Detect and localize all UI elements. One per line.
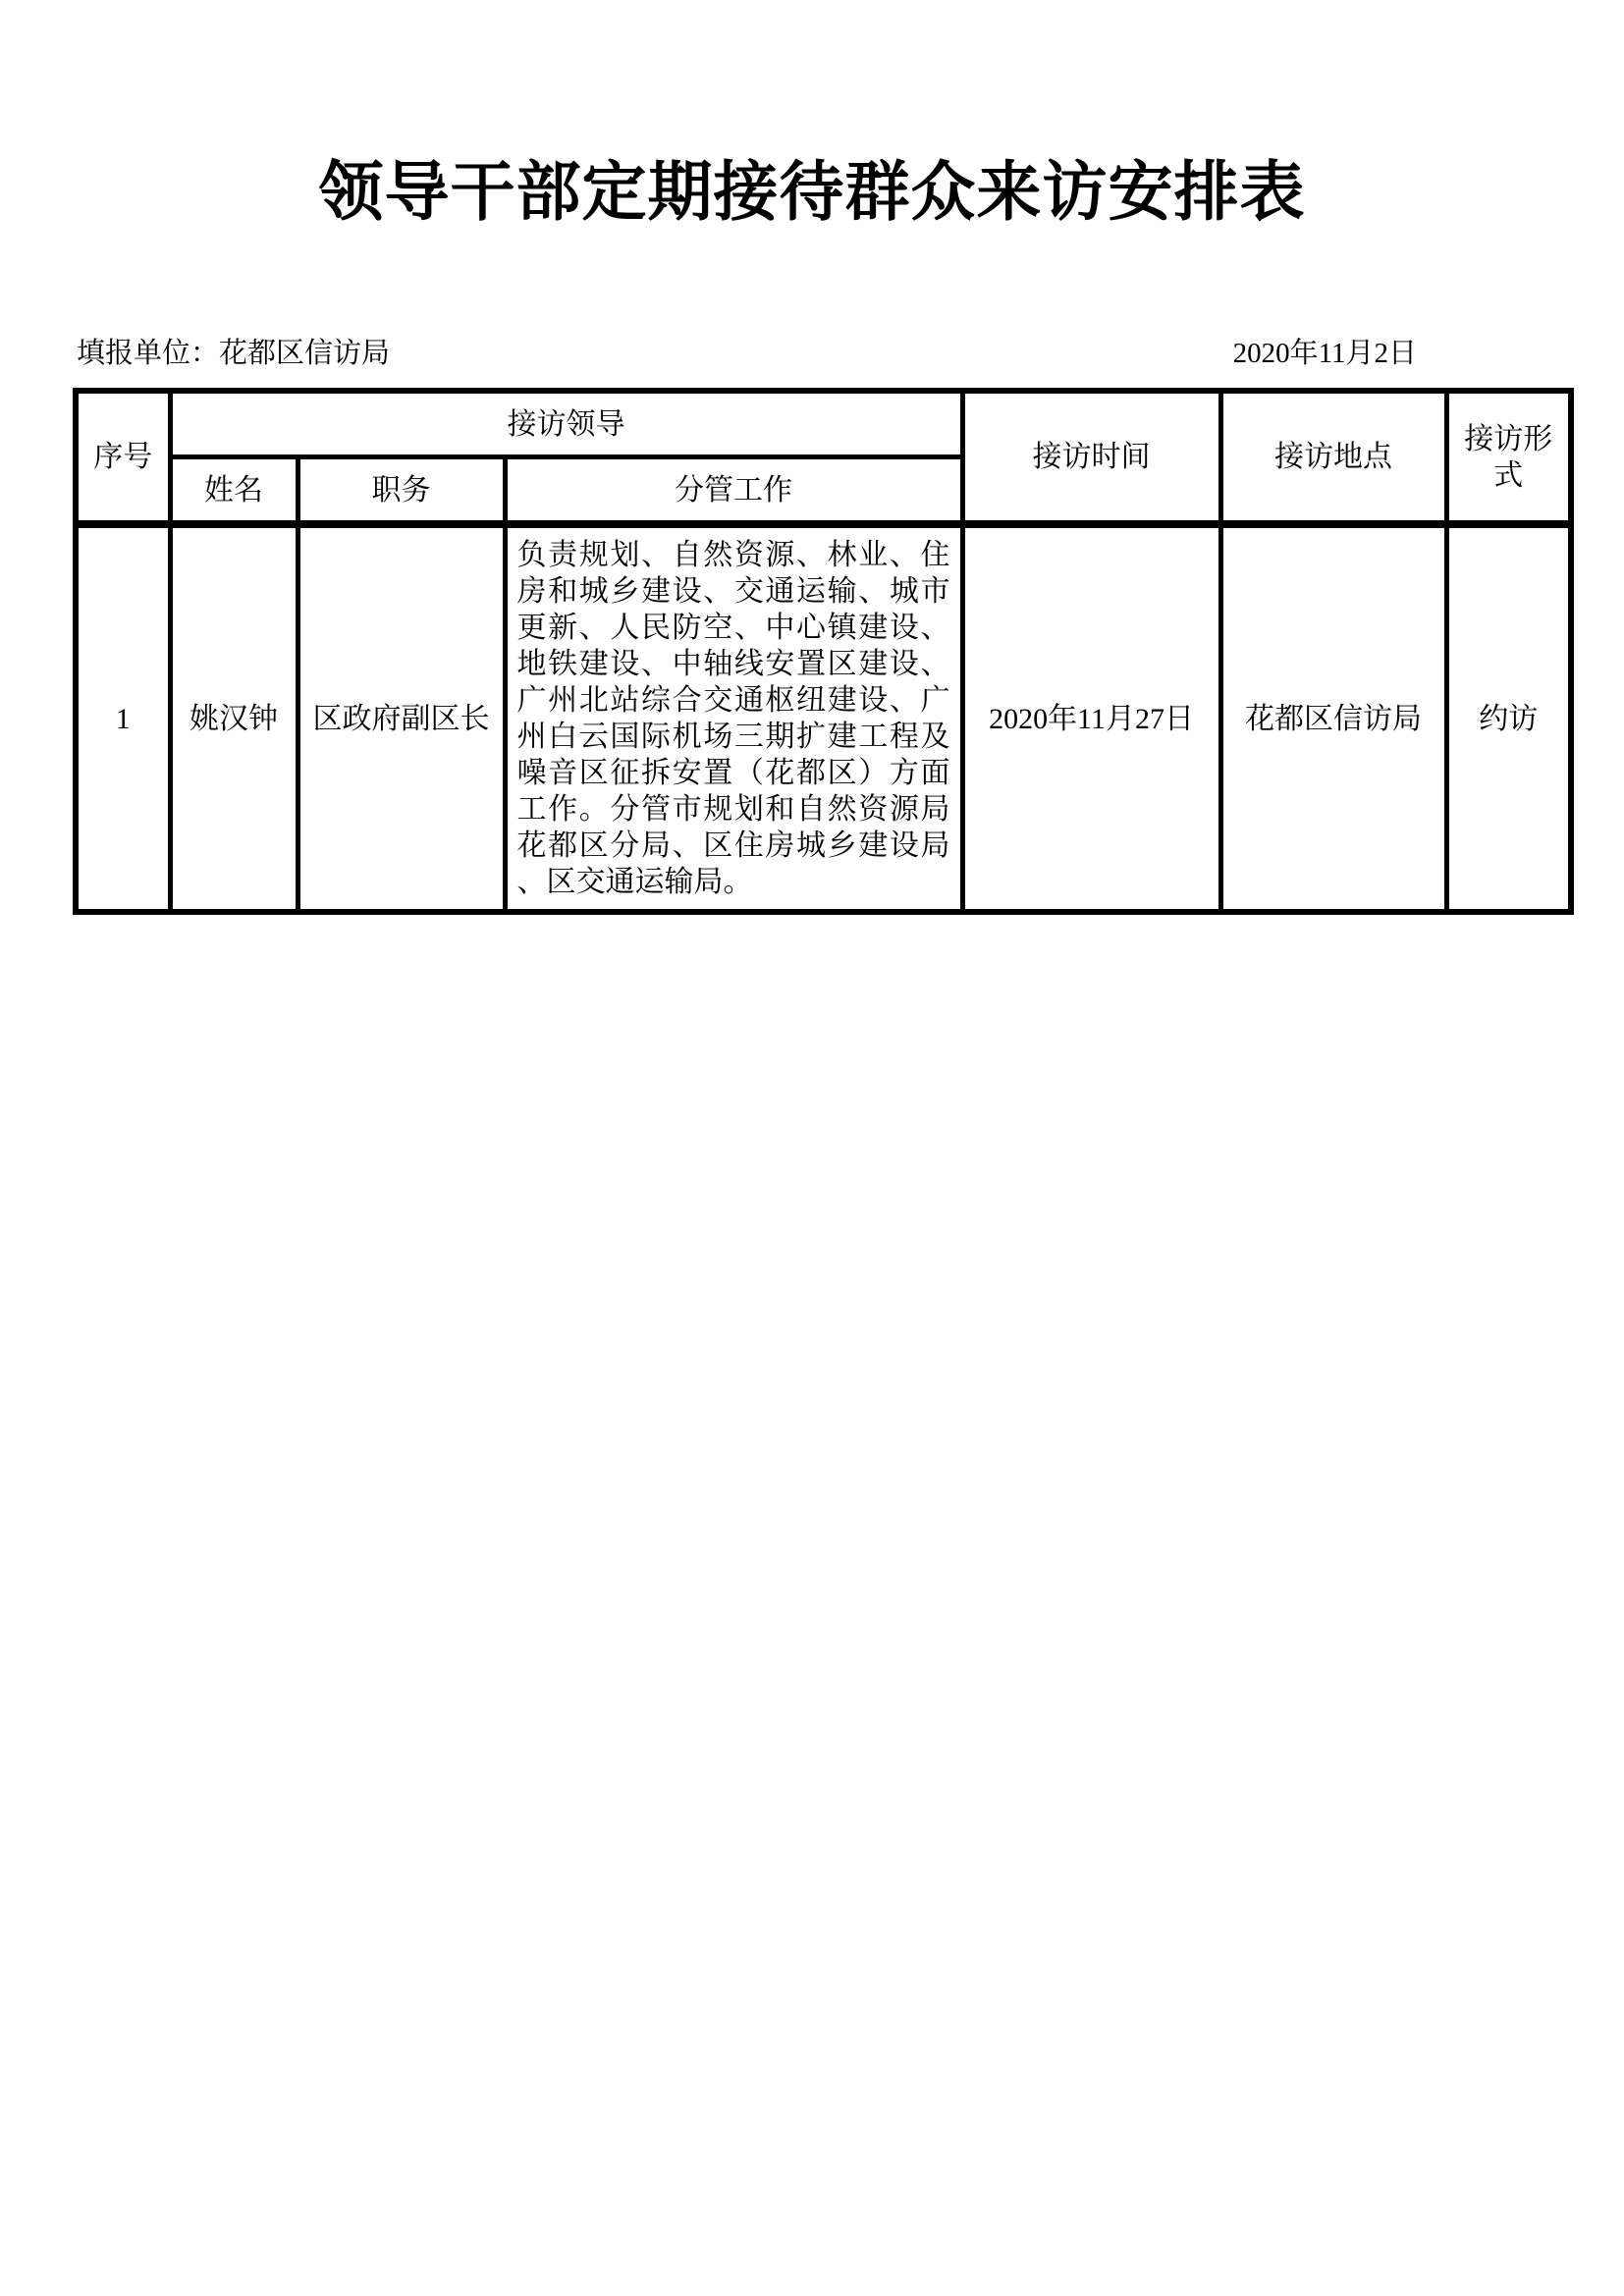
cell-seq: 1: [76, 524, 170, 912]
header-name: 姓名: [170, 457, 298, 525]
page-title: 领导干部定期接待群众来访安排表: [318, 155, 1306, 228]
header-seq: 序号: [76, 391, 170, 524]
header-form: 接访形式: [1446, 391, 1571, 524]
header-duties: 分管工作: [505, 457, 962, 525]
cell-position: 区政府副区长: [298, 524, 505, 912]
cell-form: 约访: [1446, 524, 1571, 912]
report-unit-label: 填报单位：花都区信访局: [77, 338, 391, 369]
report-date-label: 2020年11月2日: [1232, 338, 1417, 369]
cell-time: 2020年11月27日: [962, 524, 1220, 912]
header-time: 接访时间: [962, 391, 1220, 524]
header-place: 接访地点: [1220, 391, 1446, 524]
cell-name: 姚汉钟: [170, 524, 298, 912]
header-position: 职务: [298, 457, 505, 525]
header-row-top: [76, 391, 1571, 457]
header-reception-leader-group: 接访领导: [170, 391, 962, 457]
reception-schedule-table: [73, 388, 1574, 915]
table-row: [76, 524, 1571, 912]
meta-row: [77, 335, 1417, 372]
cell-duties: 负责规划、自然资源、林业、住房和城乡建设、交通运输、城市更新、人民防空、中心镇建设、地铁建设、中轴线安置区建设、广州北站综合交通枢纽建设、广州白云国际机场三期扩建工程及噪音区征拆安置（花都区）方面工作。分管市规划和自然资源局花都区分局、区住房城乡建设局、区交通运输局。: [505, 524, 962, 912]
cell-place: 花都区信访局: [1220, 524, 1446, 912]
